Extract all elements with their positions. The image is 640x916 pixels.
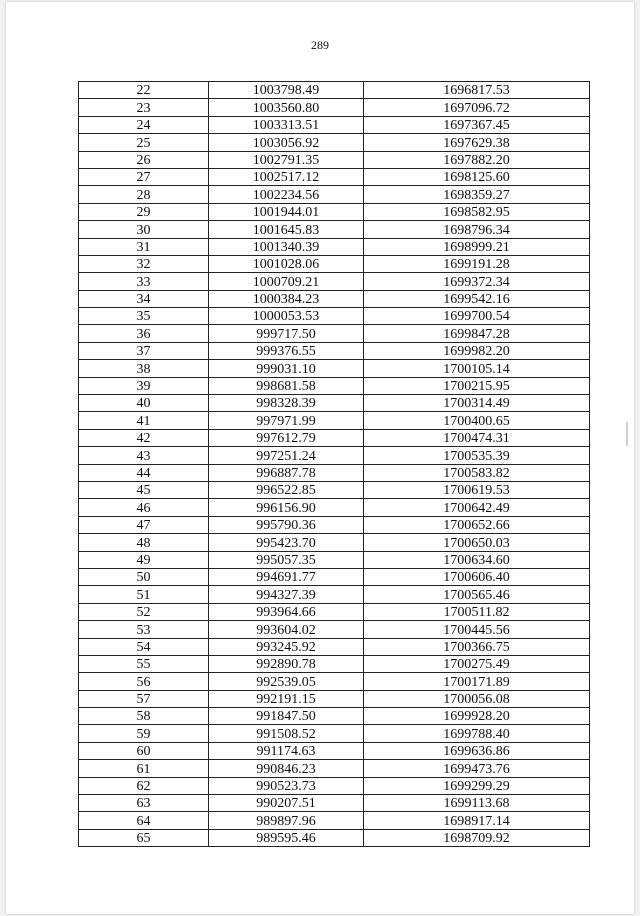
point-number-cell: 26 [79, 151, 209, 168]
table-row [79, 812, 590, 829]
point-number-cell: 52 [79, 603, 209, 620]
table-row [79, 290, 590, 307]
point-number-cell: 54 [79, 638, 209, 655]
x-coordinate-cell: 1000053.53 [209, 308, 364, 325]
point-number-cell: 51 [79, 586, 209, 603]
point-number-cell: 38 [79, 360, 209, 377]
table-row [79, 795, 590, 812]
x-coordinate-cell: 989595.46 [209, 829, 364, 846]
x-coordinate-cell: 999376.55 [209, 342, 364, 359]
point-number-cell: 36 [79, 325, 209, 342]
y-coordinate-cell: 1700650.03 [364, 534, 590, 551]
x-coordinate-cell: 997612.79 [209, 429, 364, 446]
table-row [79, 151, 590, 168]
x-coordinate-cell: 990523.73 [209, 777, 364, 794]
y-coordinate-cell: 1700652.66 [364, 516, 590, 533]
point-number-cell: 42 [79, 429, 209, 446]
y-coordinate-cell: 1698582.95 [364, 203, 590, 220]
y-coordinate-cell: 1700606.40 [364, 568, 590, 585]
x-coordinate-cell: 991847.50 [209, 708, 364, 725]
y-coordinate-cell: 1700056.08 [364, 690, 590, 707]
x-coordinate-cell: 990846.23 [209, 760, 364, 777]
point-number-cell: 45 [79, 481, 209, 498]
point-number-cell: 60 [79, 742, 209, 759]
x-coordinate-cell: 1002234.56 [209, 186, 364, 203]
coordinates-table [78, 81, 590, 847]
table-row [79, 255, 590, 272]
table-row [79, 134, 590, 151]
table-row [79, 481, 590, 498]
point-number-cell: 27 [79, 168, 209, 185]
point-number-cell: 53 [79, 621, 209, 638]
point-number-cell: 58 [79, 708, 209, 725]
y-coordinate-cell: 1700171.89 [364, 673, 590, 690]
point-number-cell: 50 [79, 568, 209, 585]
y-coordinate-cell: 1700275.49 [364, 655, 590, 672]
y-coordinate-cell: 1700535.39 [364, 447, 590, 464]
table-row [79, 99, 590, 116]
y-coordinate-cell: 1700619.53 [364, 481, 590, 498]
point-number-cell: 24 [79, 116, 209, 133]
point-number-cell: 43 [79, 447, 209, 464]
y-coordinate-cell: 1699928.20 [364, 708, 590, 725]
x-coordinate-cell: 993964.66 [209, 603, 364, 620]
point-number-cell: 41 [79, 412, 209, 429]
y-coordinate-cell: 1700511.82 [364, 603, 590, 620]
y-coordinate-cell: 1699788.40 [364, 725, 590, 742]
point-number-cell: 59 [79, 725, 209, 742]
x-coordinate-cell: 992539.05 [209, 673, 364, 690]
y-coordinate-cell: 1699372.34 [364, 273, 590, 290]
x-coordinate-cell: 995423.70 [209, 534, 364, 551]
y-coordinate-cell: 1700314.49 [364, 395, 590, 412]
table-row [79, 325, 590, 342]
table-row [79, 760, 590, 777]
x-coordinate-cell: 998328.39 [209, 395, 364, 412]
table-row [79, 534, 590, 551]
table-row [79, 447, 590, 464]
scan-edge-mark [626, 422, 628, 446]
table-row [79, 429, 590, 446]
y-coordinate-cell: 1699191.28 [364, 255, 590, 272]
x-coordinate-cell: 1003056.92 [209, 134, 364, 151]
x-coordinate-cell: 996522.85 [209, 481, 364, 498]
y-coordinate-cell: 1700105.14 [364, 360, 590, 377]
point-number-cell: 48 [79, 534, 209, 551]
x-coordinate-cell: 1001645.83 [209, 221, 364, 238]
point-number-cell: 55 [79, 655, 209, 672]
x-coordinate-cell: 1003560.80 [209, 99, 364, 116]
y-coordinate-cell: 1696817.53 [364, 82, 590, 99]
table-row [79, 412, 590, 429]
x-coordinate-cell: 999717.50 [209, 325, 364, 342]
point-number-cell: 34 [79, 290, 209, 307]
point-number-cell: 47 [79, 516, 209, 533]
x-coordinate-cell: 993245.92 [209, 638, 364, 655]
point-number-cell: 28 [79, 186, 209, 203]
table-row [79, 603, 590, 620]
document-page [6, 2, 634, 914]
y-coordinate-cell: 1697367.45 [364, 116, 590, 133]
table-row [79, 360, 590, 377]
x-coordinate-cell: 1003798.49 [209, 82, 364, 99]
table-row [79, 273, 590, 290]
x-coordinate-cell: 991508.52 [209, 725, 364, 742]
x-coordinate-cell: 994691.77 [209, 568, 364, 585]
x-coordinate-cell: 993604.02 [209, 621, 364, 638]
y-coordinate-cell: 1697882.20 [364, 151, 590, 168]
point-number-cell: 31 [79, 238, 209, 255]
table-row [79, 342, 590, 359]
table-row [79, 829, 590, 846]
table-row [79, 82, 590, 99]
y-coordinate-cell: 1699473.76 [364, 760, 590, 777]
y-coordinate-cell: 1699542.16 [364, 290, 590, 307]
y-coordinate-cell: 1697629.38 [364, 134, 590, 151]
x-coordinate-cell: 990207.51 [209, 795, 364, 812]
x-coordinate-cell: 992191.15 [209, 690, 364, 707]
point-number-cell: 22 [79, 82, 209, 99]
point-number-cell: 64 [79, 812, 209, 829]
table-row [79, 551, 590, 568]
table-row [79, 673, 590, 690]
point-number-cell: 32 [79, 255, 209, 272]
x-coordinate-cell: 1002791.35 [209, 151, 364, 168]
table-row [79, 238, 590, 255]
page-number: 289 [311, 38, 329, 52]
point-number-cell: 29 [79, 203, 209, 220]
table-row [79, 221, 590, 238]
point-number-cell: 40 [79, 395, 209, 412]
point-number-cell: 63 [79, 795, 209, 812]
y-coordinate-cell: 1698917.14 [364, 812, 590, 829]
point-number-cell: 23 [79, 99, 209, 116]
x-coordinate-cell: 991174.63 [209, 742, 364, 759]
y-coordinate-cell: 1700474.31 [364, 429, 590, 446]
x-coordinate-cell: 995790.36 [209, 516, 364, 533]
x-coordinate-cell: 997971.99 [209, 412, 364, 429]
y-coordinate-cell: 1699982.20 [364, 342, 590, 359]
table-row [79, 377, 590, 394]
y-coordinate-cell: 1700565.46 [364, 586, 590, 603]
y-coordinate-cell: 1700445.56 [364, 621, 590, 638]
x-coordinate-cell: 1000709.21 [209, 273, 364, 290]
table-row [79, 116, 590, 133]
point-number-cell: 49 [79, 551, 209, 568]
table-row [79, 568, 590, 585]
x-coordinate-cell: 1003313.51 [209, 116, 364, 133]
y-coordinate-cell: 1699299.29 [364, 777, 590, 794]
point-number-cell: 35 [79, 308, 209, 325]
y-coordinate-cell: 1700642.49 [364, 499, 590, 516]
y-coordinate-cell: 1698999.21 [364, 238, 590, 255]
table-row [79, 586, 590, 603]
y-coordinate-cell: 1698709.92 [364, 829, 590, 846]
table-row [79, 742, 590, 759]
table-row [79, 464, 590, 481]
x-coordinate-cell: 992890.78 [209, 655, 364, 672]
x-coordinate-cell: 998681.58 [209, 377, 364, 394]
y-coordinate-cell: 1700400.65 [364, 412, 590, 429]
x-coordinate-cell: 1001028.06 [209, 255, 364, 272]
table-row [79, 499, 590, 516]
x-coordinate-cell: 989897.96 [209, 812, 364, 829]
x-coordinate-cell: 996156.90 [209, 499, 364, 516]
y-coordinate-cell: 1700366.75 [364, 638, 590, 655]
y-coordinate-cell: 1700215.95 [364, 377, 590, 394]
table-row [79, 168, 590, 185]
y-coordinate-cell: 1700583.82 [364, 464, 590, 481]
table-row [79, 655, 590, 672]
point-number-cell: 25 [79, 134, 209, 151]
table-row [79, 725, 590, 742]
table-row [79, 638, 590, 655]
x-coordinate-cell: 995057.35 [209, 551, 364, 568]
x-coordinate-cell: 1000384.23 [209, 290, 364, 307]
table-row [79, 621, 590, 638]
x-coordinate-cell: 997251.24 [209, 447, 364, 464]
x-coordinate-cell: 996887.78 [209, 464, 364, 481]
table-row [79, 395, 590, 412]
x-coordinate-cell: 1002517.12 [209, 168, 364, 185]
table-row [79, 203, 590, 220]
y-coordinate-cell: 1699113.68 [364, 795, 590, 812]
table-row [79, 516, 590, 533]
point-number-cell: 46 [79, 499, 209, 516]
y-coordinate-cell: 1698796.34 [364, 221, 590, 238]
point-number-cell: 33 [79, 273, 209, 290]
y-coordinate-cell: 1698359.27 [364, 186, 590, 203]
y-coordinate-cell: 1700634.60 [364, 551, 590, 568]
point-number-cell: 57 [79, 690, 209, 707]
point-number-cell: 37 [79, 342, 209, 359]
table-row [79, 708, 590, 725]
point-number-cell: 61 [79, 760, 209, 777]
table-row [79, 690, 590, 707]
point-number-cell: 44 [79, 464, 209, 481]
table-row [79, 186, 590, 203]
table-row [79, 308, 590, 325]
y-coordinate-cell: 1699700.54 [364, 308, 590, 325]
y-coordinate-cell: 1699636.86 [364, 742, 590, 759]
y-coordinate-cell: 1699847.28 [364, 325, 590, 342]
point-number-cell: 30 [79, 221, 209, 238]
x-coordinate-cell: 994327.39 [209, 586, 364, 603]
x-coordinate-cell: 999031.10 [209, 360, 364, 377]
x-coordinate-cell: 1001340.39 [209, 238, 364, 255]
point-number-cell: 62 [79, 777, 209, 794]
y-coordinate-cell: 1698125.60 [364, 168, 590, 185]
point-number-cell: 39 [79, 377, 209, 394]
point-number-cell: 56 [79, 673, 209, 690]
y-coordinate-cell: 1697096.72 [364, 99, 590, 116]
x-coordinate-cell: 1001944.01 [209, 203, 364, 220]
point-number-cell: 65 [79, 829, 209, 846]
table-row [79, 777, 590, 794]
coordinates-table-body [79, 82, 590, 847]
